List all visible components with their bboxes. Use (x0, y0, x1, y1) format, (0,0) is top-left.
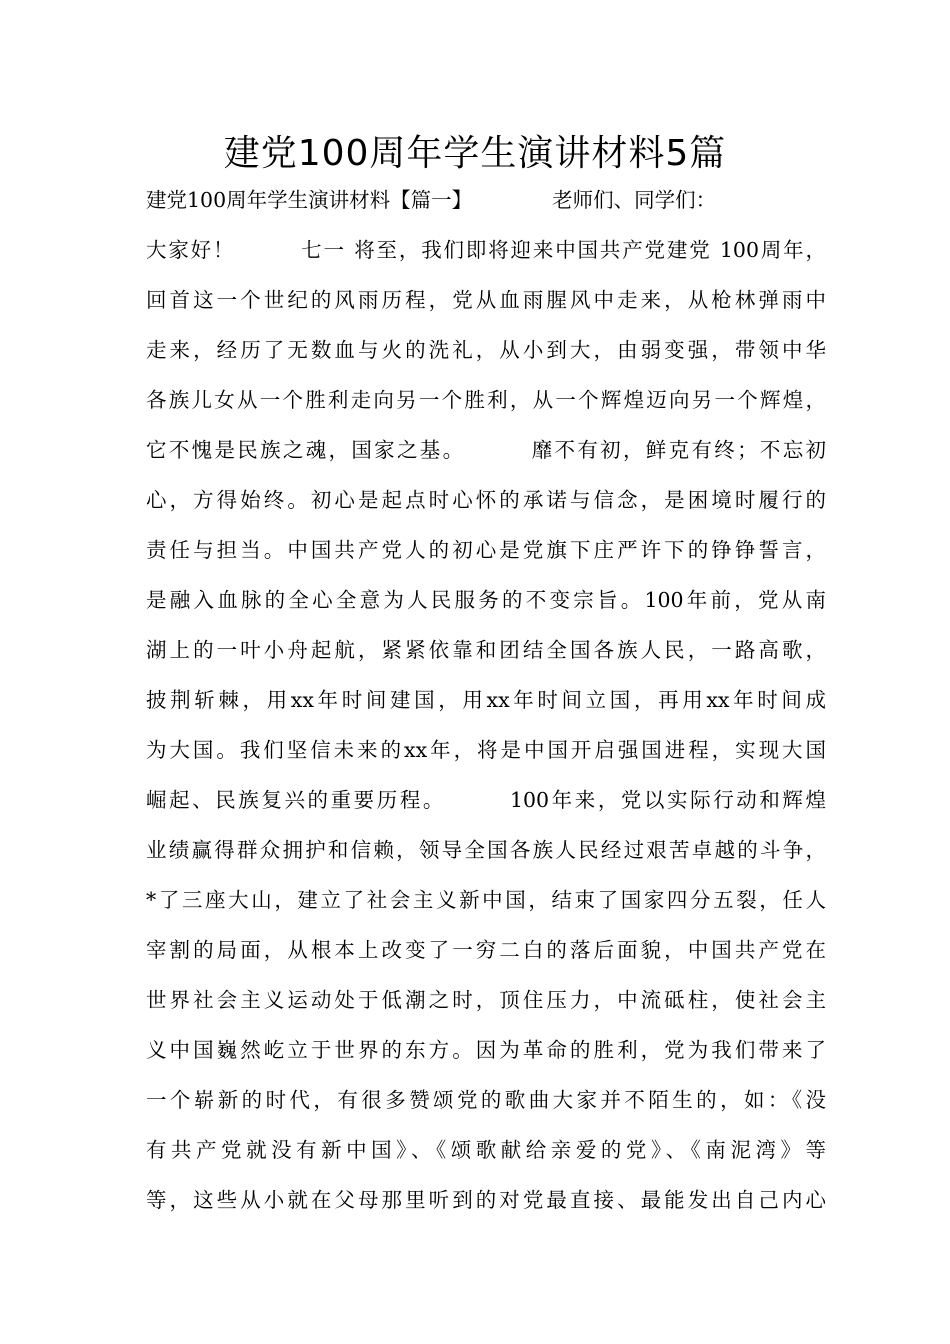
paragraph-text: 靡不有初，鲜克有终；不忘初 (529, 438, 827, 462)
text-line: 是融入血脉的全心全意为人民服务的不变宗旨。100年前，党从南 (146, 588, 826, 612)
text-line: 责任与担当。中国共产党人的初心是党旗下庄严许下的铮铮誓言， (146, 538, 826, 562)
text-line (146, 230, 826, 270)
text-line: 世界社会主义运动处于低潮之时，顶住压力，中流砥柱，使社会主 (146, 988, 826, 1012)
text-line: 湖上的一叶小舟起航，紧紧依靠和团结全国各族人民，一路高歌， (146, 638, 826, 662)
text-line: 各族儿女从一个胜利走向另一个胜利，从一个辉煌迈向另一个辉煌， (146, 388, 826, 412)
text-line: 走来，经历了无数血与火的洗礼，从小到大，由弱变强，带领中华 (146, 338, 826, 362)
text-line: 为大国。我们坚信未来的xx年，将是中国开启强国进程，实现大国 (146, 738, 826, 762)
text-line: 披荆斩棘，用xx年时间建国，用xx年时间立国，再用xx年时间成 (146, 688, 826, 712)
salutation: 老师们、同学们： (552, 188, 717, 212)
text-line: 心，方得始终。初心是起点时心怀的承诺与信念，是困境时履行的 (146, 488, 826, 512)
paragraph-text: 它不愧是民族之魂，国家之基。 (146, 438, 466, 462)
text-line (146, 780, 826, 820)
text-line: 有共产党就没有新中国》、《颂歌献给亲爱的党》、《南泥湾》等 (146, 1138, 826, 1162)
text-line: 等，这些从小就在父母那里听到的对党最直接、最能发出自己内心 (146, 1188, 826, 1212)
paragraph-text: 七一 将至，我们即将迎来中国共产党建党 100周年， (299, 238, 826, 262)
document-title: 建党100周年学生演讲材料5篇 (223, 133, 727, 174)
text-line: 义中国巍然屹立于世界的东方。因为革命的胜利，党为我们带来了 (146, 1038, 826, 1062)
text-line (146, 430, 826, 470)
greeting: 大家好！ (146, 238, 236, 262)
paragraph-text: 崛起、民族复兴的重要历程。 (146, 788, 446, 812)
text-line: *了三座大山，建立了社会主义新中国，结束了国家四分五裂，任人 (146, 888, 826, 912)
section-heading: 建党100周年学生演讲材料【篇一】 (146, 188, 473, 212)
text-line: 一个崭新的时代，有很多赞颂党的歌曲大家并不陌生的，如：《没 (146, 1088, 826, 1112)
text-line: 回首这一个世纪的风雨历程，党从血雨腥风中走来，从枪林弹雨中 (146, 288, 826, 312)
paragraph-text: 100年来，党以实际行动和辉煌 (509, 788, 826, 812)
text-line: 宰割的局面，从根本上改变了一穷二白的落后面貌，中国共产党在 (146, 938, 826, 962)
text-line (146, 180, 826, 220)
text-line: 业绩赢得群众拥护和信赖，领导全国各族人民经过艰苦卓越的斗争， (146, 838, 826, 862)
